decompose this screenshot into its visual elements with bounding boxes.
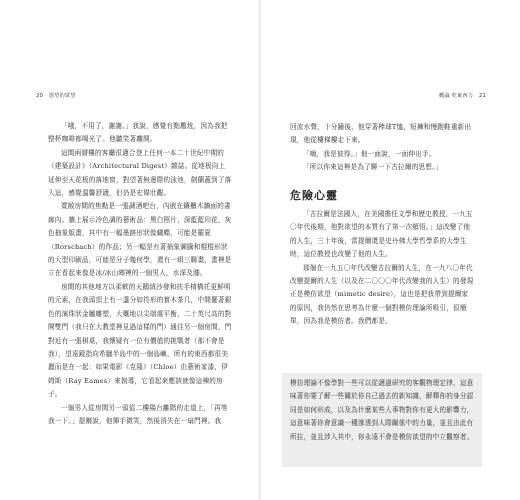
right-paragraph-3: 「所以你來這裡是為了聊一下古拉爾的思想。」 xyxy=(303,163,443,172)
highlight-text xyxy=(290,377,474,444)
section-title: 危險心靈 xyxy=(290,188,338,202)
left-paragraph-4: 房間的其他地方以柔軟的天鵝絨沙發和扶手椅構托更鮮明的元素，在我頭頂上有一盞分如符形的實木茶几，中間擺著銀色的演珠狀金屬雕塑，大概地以尖端處平衡，二十英尺高的對開雙門（我只在大教堂裡見過這樣的門）通往另一個房間，門對近有一張棋桌，我懷疑有一位有價值的挑戰者（那不會是我），望遠鏡指向希臘半島中的一個島嶼，所有的東西都很美麗而是在一起：如果電影《克隆》（Chloe）由藝術家漆，伊姆斯（Ray Eames）來執導，它看起來應該就像這棟的房子。 xyxy=(48,282,232,399)
right-paragraph-2: 「嗨，我是彼得。」他一面說，一面伸出手。 xyxy=(303,149,436,158)
left-paragraph-2: 這間兩層樓的客廳很適合登上任何一本二十世紀中期的《建築設計》（Architectural Digest）雜誌。從地板向上延伸至天花板的落地窗，對望著無邊際的泳池，劍蘭蓋到了落入這，感覺溫馨舒適，但仍是宏偉壯觀。 xyxy=(48,148,232,198)
right-paragraph-1: 回流水聲，十分鐘後，他穿著棒球T恤，短褲和慢跑鞋重新出現，他從樓梯樓走下來。 xyxy=(290,123,472,145)
left-paragraph-5: 一個男人從房間另一頭從二樓陽台離階的走道上，「再等我一下。」提爾說，他揮手微笑，然後消失在一扇門裡。我 xyxy=(48,403,228,425)
left-page xyxy=(0,0,259,500)
right-body-text xyxy=(290,121,474,329)
highlight-paragraph: 模仿理論不像學對一些可以從適過研究的客觀物理定律，這意味著你要了解一些關於你自己過去的新知識，解釋你的身分認同是如何形成，以及為什麼某些人事物對你有更大的影響力，這意味著你會意識一種滲透到人際關係中的力量，並且由此有所拉，並且涉入其中，你永遠不會是模仿欲望的中立觀察者。 xyxy=(290,379,474,441)
section-paragraph-2: 那個在一九五〇年代改變古拉爾的人生，在一九八〇年代改變提爾的人生（以及在二〇〇〇年代改變我的人生）的發現正是模仿欲望（mimetic desire），這也是把我帶到提爾家的原因，我仍然在思考為什麼一個對模仿理論所吸引，很簡單，因為我是模仿者。我們都是。 xyxy=(290,263,474,326)
right-running-header xyxy=(435,92,486,99)
section-paragraph-1: 「古拉爾是法國人，在美國擔任文學和歷史教授，一九五〇年代後期，他對欲望的本質有了第一次頓悟。」這改變了他的人生，三十年後，當提爾還是史丹佛大學哲學系的大學生時，這位教授也改變了他的人生。 xyxy=(290,210,473,259)
right-running-head: 概論 吃東西力 xyxy=(438,93,474,99)
left-body-text xyxy=(48,120,232,428)
left-page-number: 20 xyxy=(36,93,44,99)
left-running-header xyxy=(36,92,80,99)
right-page-number: 21 xyxy=(478,93,486,99)
left-paragraph-1: 「哦，不用了，謝謝。」我說，感覺有點尷尬，因為我把整杯咖啡都喝光了。他聽笑著離開。 xyxy=(48,122,228,144)
left-running-head: 慾望的眾望 xyxy=(48,93,76,99)
left-paragraph-3: 寬敞房間的焦點是一張調酒吧台，內嵌在鑲櫃木牆面的書廊內。牆上展示冷色調的藝術品：黑白照片，深藍藍印花，灰色抽象版畫，其中有一幅墨跡形狀像蝴蝶，可能是羅夏（Rorschach）的作品；另一幅是有著抽象圖騰和棍棍形狀的大型印刷品，可能是分子幾何學，還有一組三聯畫，畫裡是立在看起來像是冰/冰山鄉裡的一個男人，水深及膝。 xyxy=(48,202,232,278)
